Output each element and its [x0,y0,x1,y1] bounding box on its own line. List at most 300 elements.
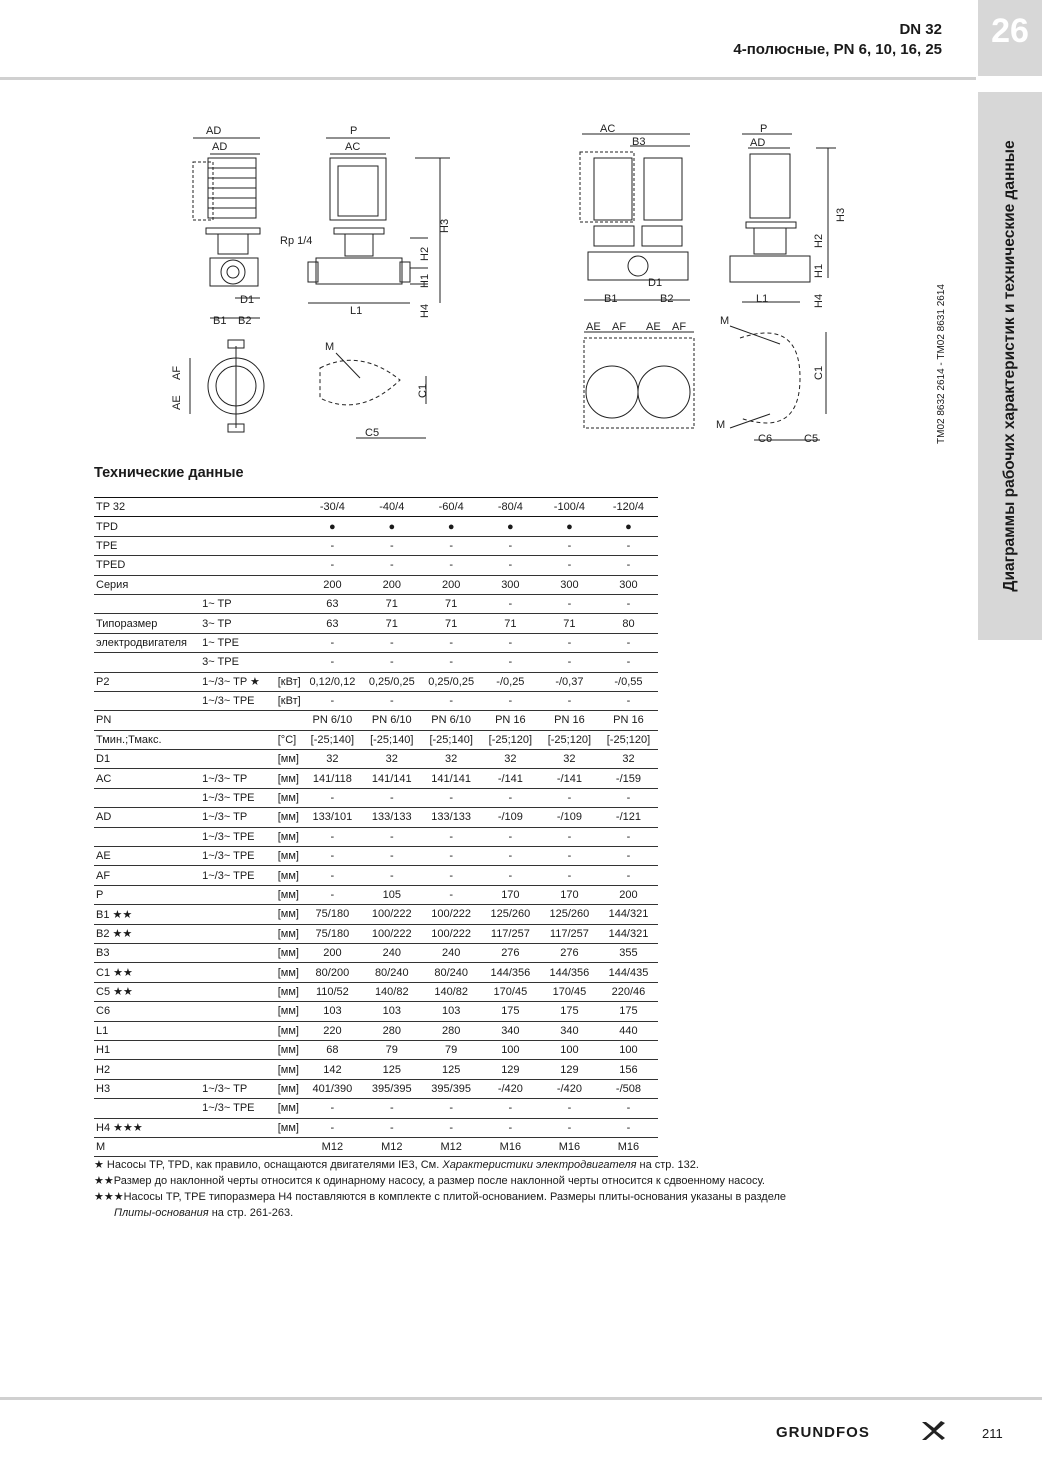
row-value: 80 [599,614,658,633]
row-unit: [мм] [276,847,303,866]
row-value: - [540,536,599,555]
row-value: PN 16 [599,711,658,730]
row-sublabel [200,536,276,555]
row-value: 103 [421,1002,480,1021]
row-unit: [мм] [276,1040,303,1059]
row-value: 395/395 [421,1079,480,1098]
row-unit: [мм] [276,827,303,846]
row-sublabel [200,885,276,904]
drawing-single-side [193,125,260,327]
row-label [94,1099,200,1118]
label-m-single: M [325,341,335,353]
row-value: - [481,556,540,575]
row-value: - [421,1099,480,1118]
label-d1-twin: D1 [648,277,663,289]
row-value: 125/260 [481,905,540,924]
row-value: - [481,653,540,672]
row-label: C5 ★★ [94,982,200,1001]
table-row [94,1040,658,1059]
row-label: AC [94,769,200,788]
row-value: -/0,37 [540,672,599,691]
row-value: 71 [421,614,480,633]
row-value: -/420 [481,1079,540,1098]
table-row [94,769,658,788]
row-value: - [362,556,421,575]
row-value: M16 [599,1137,658,1156]
row-value: 140/82 [362,982,421,1001]
row-value: 129 [540,1060,599,1079]
table-row [94,1137,658,1156]
label-b1-twin: B1 [604,293,618,305]
row-value: 32 [421,750,480,769]
row-value: 110/52 [303,982,362,1001]
row-value: 144/321 [599,924,658,943]
row-unit [276,633,303,652]
row-value: [-25;140] [303,730,362,749]
label-l1-twin: L1 [756,293,769,305]
row-value: 32 [303,750,362,769]
section-title: Технические данные [94,465,244,481]
row-value: 32 [362,750,421,769]
note-3-continued [94,1205,914,1221]
row-sublabel [200,924,276,943]
row-value: [-25;120] [540,730,599,749]
row-label: M [94,1137,200,1156]
row-value: 156 [599,1060,658,1079]
drawing-flange [320,341,429,439]
row-value: - [421,827,480,846]
row-value: 141/118 [303,769,362,788]
row-value: 140/82 [421,982,480,1001]
table-row [94,730,658,749]
page-number: 211 [982,1426,1003,1441]
table-row [94,1118,658,1137]
row-value: M12 [362,1137,421,1156]
row-value: PN 6/10 [362,711,421,730]
row-value: 71 [540,614,599,633]
row-value: [-25;140] [362,730,421,749]
note-3-link: Плиты-основания [114,1207,209,1219]
row-unit [276,1137,303,1156]
row-label: H3 [94,1079,200,1098]
label-ad-inner: AD [212,141,228,153]
table-row [94,963,658,982]
row-value: 75/180 [303,905,362,924]
header-title: DN 32 [899,21,942,38]
row-unit [276,711,303,730]
row-unit: [мм] [276,982,303,1001]
page-header [733,20,942,60]
row-value: M16 [481,1137,540,1156]
label-h3: H3 [439,218,451,233]
row-value: ● [599,517,658,536]
row-unit [276,575,303,594]
row-sublabel [200,982,276,1001]
drawing-twin-front [580,123,690,305]
row-sublabel [200,750,276,769]
row-value: 80/200 [303,963,362,982]
label-ae-twin-2: AE [646,321,661,333]
drawing-twin-top [584,321,694,428]
row-value: 200 [421,575,480,594]
row-value: - [303,691,362,710]
row-unit [276,594,303,613]
row-value: - [540,653,599,672]
row-label [94,827,200,846]
table-row [94,1002,658,1021]
row-unit: [мм] [276,750,303,769]
header-cell: -80/4 [481,498,540,517]
row-unit: [мм] [276,1060,303,1079]
note-1-prefix: ★ Насосы TP, TPD, как правило, оснащаются двигателями IE3, См. [94,1159,443,1171]
row-label: PN [94,711,200,730]
row-value: 125/260 [540,905,599,924]
row-unit [276,517,303,536]
label-c5-single: C5 [365,427,380,439]
row-sublabel: 1~/3~ TP [200,808,276,827]
row-label: Тмин.;Тмакс. [94,730,200,749]
row-value: PN 6/10 [303,711,362,730]
row-value: - [303,866,362,885]
label-af-twin-2: AF [672,321,687,333]
row-sublabel [200,905,276,924]
row-value: 79 [421,1040,480,1059]
row-sublabel: 1~/3~ TPE [200,1099,276,1118]
row-value: [-25;120] [481,730,540,749]
row-value: 125 [421,1060,480,1079]
label-d1: D1 [240,294,255,306]
row-value: - [599,556,658,575]
row-sublabel [200,556,276,575]
row-value: - [540,866,599,885]
row-value: 440 [599,1021,658,1040]
table-row [94,924,658,943]
row-value: - [421,653,480,672]
table-row [94,1099,658,1118]
row-value: ● [303,517,362,536]
row-label [94,691,200,710]
row-value: - [421,1118,480,1137]
row-unit: [мм] [276,808,303,827]
row-unit: [мм] [276,905,303,924]
row-value: 200 [599,885,658,904]
row-value: ● [421,517,480,536]
row-value: ● [481,517,540,536]
row-sublabel: 1~/3~ TP [200,769,276,788]
label-b2-twin: B2 [660,293,674,305]
row-unit [276,556,303,575]
row-value: 170/45 [481,982,540,1001]
row-value: 144/321 [599,905,658,924]
row-value: 280 [362,1021,421,1040]
row-value: 144/356 [481,963,540,982]
row-sublabel [200,711,276,730]
row-value: 300 [481,575,540,594]
note-1-link: Характеристики электродвигателя [442,1159,637,1171]
table-row [94,1021,658,1040]
label-ae: AE [171,395,183,410]
label-af: AF [171,365,183,380]
row-sublabel [200,517,276,536]
row-value: - [362,827,421,846]
row-label [94,788,200,807]
row-value: 220/46 [599,982,658,1001]
table-row [94,575,658,594]
label-c6: C6 [758,433,773,445]
row-value: PN 16 [540,711,599,730]
row-value: 340 [540,1021,599,1040]
row-label: TPED [94,556,200,575]
row-value: M12 [421,1137,480,1156]
row-value: - [421,788,480,807]
row-value: 175 [540,1002,599,1021]
label-h2-twin: H2 [813,233,825,248]
row-value: 170 [540,885,599,904]
table-row [94,943,658,962]
table-header-row [94,498,658,517]
row-value: 75/180 [303,924,362,943]
row-value: 133/133 [421,808,480,827]
table-row [94,536,658,555]
footnotes [94,1157,914,1221]
row-value: 300 [599,575,658,594]
row-value: - [599,1099,658,1118]
row-value: - [540,788,599,807]
table-row [94,633,658,652]
table-row [94,827,658,846]
row-value: - [421,866,480,885]
row-value: - [481,1118,540,1137]
row-value: - [599,866,658,885]
row-value: 32 [481,750,540,769]
label-c1-twin: C1 [813,365,825,380]
row-value: - [421,536,480,555]
row-value: PN 6/10 [421,711,480,730]
row-label: Типоразмер [94,614,200,633]
row-value: 133/133 [362,808,421,827]
row-value: 100 [481,1040,540,1059]
label-ac-twin: AC [600,123,616,135]
row-value: 100/222 [362,905,421,924]
row-value: - [540,827,599,846]
row-value: 100/222 [421,905,480,924]
row-value: 71 [481,614,540,633]
row-value: 200 [362,575,421,594]
row-value: 117/257 [540,924,599,943]
row-value: - [362,866,421,885]
row-value: -/109 [540,808,599,827]
row-value: - [362,1099,421,1118]
table-row [94,866,658,885]
table-row [94,750,658,769]
row-value: - [303,556,362,575]
row-value: 141/141 [362,769,421,788]
row-value: M16 [540,1137,599,1156]
label-h1-twin: H1 [813,263,825,278]
label-ad-outer: AD [206,125,222,137]
row-value: - [540,1099,599,1118]
row-value: 100/222 [421,924,480,943]
label-h2: H2 [419,246,431,261]
header-cell: -120/4 [599,498,658,517]
row-value: - [481,788,540,807]
header-cell [276,498,303,517]
table-row [94,885,658,904]
label-b1: B1 [213,315,227,327]
row-value: 141/141 [421,769,480,788]
row-value: 71 [362,614,421,633]
row-value: 240 [362,943,421,962]
row-value: 32 [599,750,658,769]
row-value: -/141 [481,769,540,788]
row-unit [276,614,303,633]
row-sublabel: 1~/3~ TPE [200,827,276,846]
row-sublabel: 3~ TP [200,614,276,633]
row-value: - [599,653,658,672]
row-unit [276,653,303,672]
label-c5-twin: C5 [804,433,819,445]
row-value: -/420 [540,1079,599,1098]
technical-drawings [160,118,860,458]
row-value: - [599,536,658,555]
row-sublabel: 1~/3~ TP ★ [200,672,276,691]
row-unit: [мм] [276,963,303,982]
row-value: 0,12/0,12 [303,672,362,691]
row-label: Серия [94,575,200,594]
header-cell: -60/4 [421,498,480,517]
row-value: 100 [540,1040,599,1059]
row-value: - [362,536,421,555]
row-label: C6 [94,1002,200,1021]
note-3-suffix: на стр. 261-263. [208,1207,294,1219]
grundfos-x-icon [920,1420,946,1442]
row-label: TPE [94,536,200,555]
row-value: - [599,633,658,652]
row-value: 220 [303,1021,362,1040]
row-sublabel [200,1137,276,1156]
label-h4: H4 [419,303,431,318]
row-label: H2 [94,1060,200,1079]
row-unit: [мм] [276,769,303,788]
label-b2: B2 [238,315,252,327]
row-value: - [540,633,599,652]
row-value: - [599,827,658,846]
row-value: 63 [303,614,362,633]
label-c1-single: C1 [417,383,429,398]
table-row [94,517,658,536]
row-value: - [540,691,599,710]
row-value: - [303,827,362,846]
row-value: - [421,847,480,866]
label-p: P [350,125,358,137]
table-row [94,1060,658,1079]
row-value: 276 [481,943,540,962]
chapter-number: 26 [991,12,1029,50]
row-value: 395/395 [362,1079,421,1098]
row-value: 200 [303,943,362,962]
row-label: B3 [94,943,200,962]
label-b3: B3 [632,136,646,148]
brand-logo: GRUNDFOS [776,1424,870,1441]
row-value: - [362,691,421,710]
row-value: - [303,788,362,807]
row-value: 0,25/0,25 [421,672,480,691]
row-value: - [481,827,540,846]
row-label: AE [94,847,200,866]
row-value: - [481,691,540,710]
row-value: - [481,594,540,613]
row-value: PN 16 [481,711,540,730]
row-value: - [481,866,540,885]
row-value: - [362,633,421,652]
drawing-twin-side [730,123,847,308]
row-value: -/121 [599,808,658,827]
row-unit: [мм] [276,1099,303,1118]
table-row [94,905,658,924]
row-value: ● [362,517,421,536]
note-1-suffix: на стр. 132. [636,1159,699,1171]
row-value: 80/240 [362,963,421,982]
header-cell: -40/4 [362,498,421,517]
row-sublabel: 1~ TP [200,594,276,613]
row-unit [276,536,303,555]
header-cell: TP 32 [94,498,200,517]
row-value: 144/435 [599,963,658,982]
row-value: - [599,691,658,710]
table-row [94,711,658,730]
table-row [94,653,658,672]
row-value: - [303,653,362,672]
row-value: - [481,847,540,866]
row-value: 68 [303,1040,362,1059]
row-unit: [мм] [276,1002,303,1021]
row-label: TPD [94,517,200,536]
row-value: - [599,594,658,613]
drawing-single-front [280,125,451,318]
row-sublabel [200,575,276,594]
table-row [94,1079,658,1098]
row-label: P2 [94,672,200,691]
row-sublabel [200,1118,276,1137]
row-value: 200 [303,575,362,594]
row-value: - [303,1118,362,1137]
row-value: 103 [303,1002,362,1021]
row-label: B1 ★★ [94,905,200,924]
row-value: 170/45 [540,982,599,1001]
row-sublabel: 1~/3~ TPE [200,866,276,885]
drawing-single-top [171,340,264,432]
row-value: 100/222 [362,924,421,943]
footer-divider [0,1397,1042,1400]
row-sublabel [200,1060,276,1079]
label-af-twin-1: AF [612,321,627,333]
header-cell: -100/4 [540,498,599,517]
row-value: 133/101 [303,808,362,827]
row-value: -/508 [599,1079,658,1098]
label-p-twin: P [760,123,768,135]
row-value: 117/257 [481,924,540,943]
row-label: AD [94,808,200,827]
row-value: -/159 [599,769,658,788]
row-value: - [362,847,421,866]
row-unit: [мм] [276,1021,303,1040]
row-value: - [481,633,540,652]
row-value: 355 [599,943,658,962]
row-sublabel [200,1040,276,1059]
row-value: - [421,633,480,652]
row-value: 175 [481,1002,540,1021]
row-value: 80/240 [421,963,480,982]
